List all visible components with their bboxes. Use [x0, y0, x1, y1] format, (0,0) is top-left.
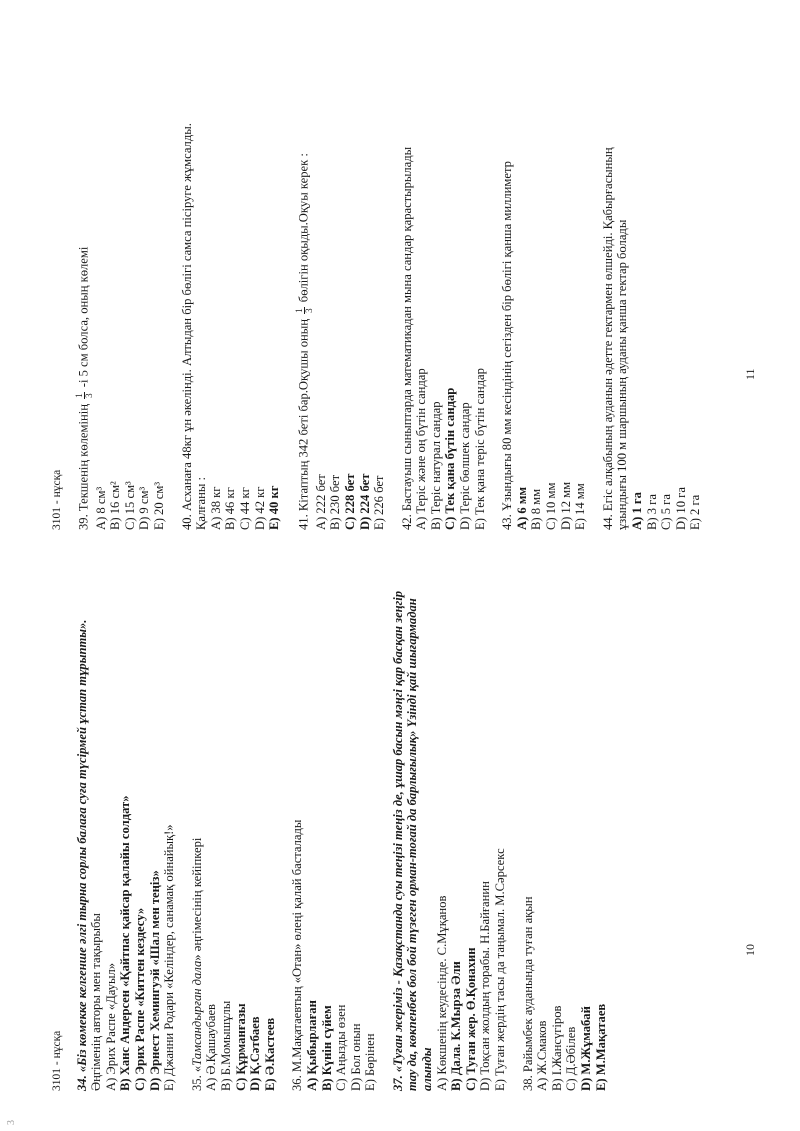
question-42: [400, 10, 488, 530]
question-34: [75, 571, 177, 1091]
answer-option: B) 16 см²: [108, 481, 123, 530]
answer-option: B) Б.Момышұлы: [218, 1000, 233, 1091]
answer-option: D) Бол онын: [348, 1023, 363, 1091]
answer-option: C) Д.Әбілев: [564, 1026, 579, 1091]
question-subtext: ұзындығы 100 м шаршының ауданы қанша гектар болады: [615, 219, 630, 530]
answer-option: B) 46 кг: [223, 487, 238, 530]
page-header: 3101 - нұсқа: [51, 469, 63, 530]
answer-option-marked: D) 224 бет: [357, 473, 372, 530]
answer-option: A) Эрих Распе «Дауыл»: [103, 962, 118, 1091]
answer-option: E) Тек қана теріс бүтін сандар: [472, 368, 487, 530]
answer-option: A) 222 бет: [313, 474, 328, 530]
question-36: [290, 571, 378, 1091]
answer-option: B) 8 мм: [529, 488, 544, 530]
answer-option-marked: C) Тек қана бүтін сандар: [443, 387, 458, 530]
question-39: [75, 10, 167, 530]
question-43: [500, 10, 588, 530]
question-text: 43. Ұзындығы 80 мм кесіндінің сегізден бір бөлігі қанша миллиметр: [500, 161, 515, 530]
question-44: [601, 10, 703, 530]
answer-option: B) 230 бет: [328, 474, 343, 530]
answer-option: C) 44 кг: [237, 487, 252, 530]
question-text: 41. Кітаптың 342 беті бар.Оқушы оның 1 3 бөлігін оқыды.Оқуы керек :: [293, 153, 314, 530]
question-text: 38. Райымбек ауданында туған ақын: [520, 896, 535, 1091]
question-text: 39. Текшенің көлемінің 1 3 -і 5 см болса, оның көлемі: [73, 246, 94, 530]
page-number: 11: [743, 368, 757, 380]
answer-option: E) 226 бет: [372, 475, 387, 530]
answer-option-marked: E) М.Мақатаев: [593, 1003, 608, 1091]
answer-option-marked: A) 1 га: [630, 492, 644, 530]
page-header: 3101 - нұсқа: [51, 1030, 63, 1091]
answer-option: A) Ә.Қашаубаев: [204, 1004, 219, 1091]
answer-option: D) Теріс бөлшек сандар: [458, 402, 473, 530]
answer-option: E) Джанни Родари «Келіндер, санамақ ойнайық!»: [162, 824, 177, 1091]
answer-option: C) 10 мм: [544, 482, 559, 530]
answer-option-marked: B) Күнін сүйем: [319, 1005, 334, 1091]
page-right: [0, 0, 800, 565]
answer-option: C) 15 см³: [122, 481, 137, 530]
answer-option: E) 20 см³: [151, 481, 166, 530]
question-text: 35. «Тамсандырған дала» әңгімесінің кейіпкері: [189, 837, 204, 1091]
answer-option: B) 3 га: [644, 494, 659, 530]
scan-mark: 3: [6, 1120, 17, 1125]
page-left: [0, 566, 800, 1131]
answer-option-marked: C) Эрих Распе «Киттен кездесу»: [132, 907, 147, 1091]
answer-option-marked: A) 6 мм: [514, 486, 529, 530]
answer-option: E) 14 мм: [573, 483, 588, 530]
answer-option: C) 5 га: [659, 494, 674, 530]
answer-option: D) Тоқсан жолдың торабы. Н.Байғанин: [478, 881, 493, 1091]
question-text: 34. «Біз көмекке келгенше әлгі тырна сорлы балаға суға түсірмей ұстап тұрыпты».: [74, 619, 89, 1091]
answer-option-marked: D) М.Жұмабай: [579, 1006, 593, 1091]
question-40: [180, 10, 282, 530]
question-37: [391, 571, 508, 1091]
answer-option: D) 42 кг: [252, 486, 267, 530]
answer-option: B) І.Жансүгіров: [549, 1005, 564, 1091]
answer-option-marked: C) Туған жер. Ө.Қонахин: [463, 947, 478, 1091]
answer-option-marked: E) 40 кг: [267, 485, 282, 530]
question-35: [190, 571, 278, 1091]
answer-option: A) 38 кг: [208, 486, 223, 530]
question-text: 40. Асханаға 48кг ұн әкелінді. Алтыдан бір бөлігі самса пісіруге жұмсалды.: [179, 123, 194, 530]
question-41: [295, 10, 387, 530]
page-number: 10: [743, 944, 757, 956]
answer-option-marked: A) Қыбырлаған: [304, 1000, 319, 1091]
answer-option: D) 12 мм: [558, 481, 573, 530]
answer-option-marked: B) Ханс Андерсен «Қайтпас қайсар қалайы солдат»: [118, 795, 133, 1091]
question-text: 44. Егіс алқабының ауданын әдетте гектармен өлшейді. Қабырғасының: [600, 147, 615, 530]
answer-option: A) Теріс және оң бүтін сандар: [414, 368, 429, 530]
answer-option-marked: C) Құрманғазы: [233, 1003, 248, 1091]
answer-option-marked: B) Дала. К.Мырза Әли: [449, 961, 464, 1091]
question-subtext: Әңгіменің авторы мен тақырыбы: [89, 913, 104, 1091]
answer-option-marked: D) Қ.Сәтбаев: [248, 1016, 263, 1091]
answer-option: D) 10 га: [673, 487, 688, 530]
question-text: 36. М.Мақатаевтың «Отан» өлеңі қалай басталады: [290, 819, 305, 1091]
answer-option: E) Туған жердің тасы да таңымал. М.Сәрсекс: [493, 848, 508, 1091]
answer-option-marked: D) Эрнест Хемингуэй «Шал мен теңіз»: [147, 870, 162, 1091]
answer-option: D) 9 см³: [137, 486, 152, 530]
question-text: 37. «Туған жеріміз - Қазақстанда суы теңізі теңіз де, ұшар басын мәңгі қар басқан зеңгір тау да, көкпенбек бол бой түзеген орман-тоғай да барлығылық» Үзінді қай шығармадан алынды: [390, 590, 435, 1091]
answer-option: E) 2 га: [688, 494, 703, 530]
answer-option: E) Бөрінен: [363, 1033, 378, 1091]
question-subtext: Қалғаны :: [194, 477, 209, 530]
question-text: 42. Бастауыш сыныптарда математикадан мына сандар қарастырылады: [399, 146, 414, 530]
fraction: 1 3: [293, 308, 314, 313]
answer-option: A) Ж.Смаков: [535, 1020, 550, 1091]
answer-option: B) Теріс натурал сандар: [428, 401, 443, 530]
answer-option: A) Көкшенің кеудесінде. С.Мұқанов: [434, 895, 449, 1091]
answer-option: C) Аңызды өзен: [334, 1004, 349, 1091]
answer-option-marked: C) 228 бет: [342, 473, 357, 530]
answer-option: A) 8 см³: [93, 486, 108, 530]
question-38: [521, 571, 609, 1091]
fraction: 1 3: [73, 393, 94, 398]
answer-option-marked: E) Ә.Кастеев: [262, 1017, 277, 1091]
